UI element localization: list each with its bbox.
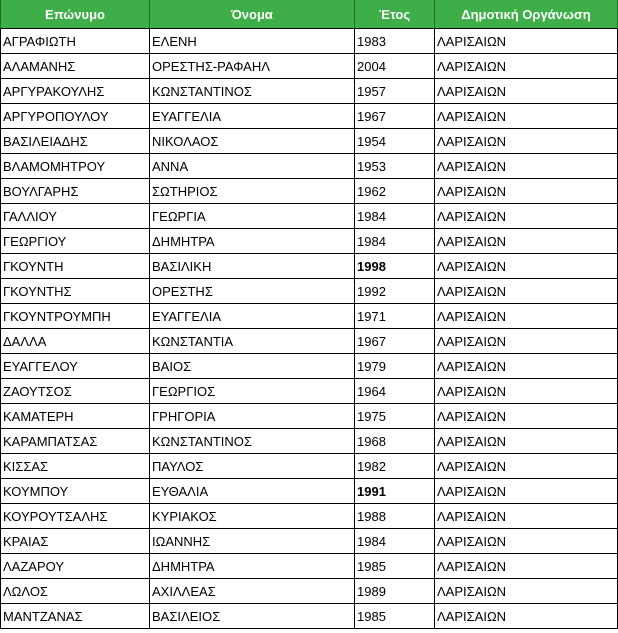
cell-municipal-organization: ΛΑΡΙΣΑΙΩΝ (435, 129, 618, 154)
header-name: Όνομα (150, 0, 355, 29)
table-row (1, 354, 618, 379)
cell-municipal-organization: ΛΑΡΙΣΑΙΩΝ (435, 354, 618, 379)
table-row (1, 79, 618, 104)
cell-municipal-organization: ΛΑΡΙΣΑΙΩΝ (435, 479, 618, 504)
cell-municipal-organization: ΛΑΡΙΣΑΙΩΝ (435, 579, 618, 604)
cell-surname: ΚΟΥΡΟΥΤΣΑΛΗΣ (1, 504, 150, 529)
cell-municipal-organization: ΛΑΡΙΣΑΙΩΝ (435, 179, 618, 204)
cell-name: ΓΕΩΡΓΙΑ (150, 204, 355, 229)
cell-name: ΚΩΝΣΤΑΝΤΙΝΟΣ (150, 79, 355, 104)
table-row (1, 29, 618, 54)
cell-surname: ΑΛΑΜΑΝΗΣ (1, 54, 150, 79)
header-row (1, 0, 618, 29)
header-year: Έτος (355, 0, 435, 29)
cell-year: 1982 (355, 454, 435, 479)
cell-year: 1984 (355, 204, 435, 229)
table-row (1, 204, 618, 229)
cell-name: ΙΩΑΝΝΗΣ (150, 529, 355, 554)
cell-name: ΔΗΜΗΤΡΑ (150, 554, 355, 579)
cell-surname: ΛΑΖΑΡΟΥ (1, 554, 150, 579)
cell-municipal-organization: ΛΑΡΙΣΑΙΩΝ (435, 604, 618, 629)
cell-surname: ΓΚΟΥΝΤΡΟΥΜΠΗ (1, 304, 150, 329)
cell-year: 1989 (355, 579, 435, 604)
cell-municipal-organization: ΛΑΡΙΣΑΙΩΝ (435, 529, 618, 554)
cell-year: 1979 (355, 354, 435, 379)
cell-year: 1968 (355, 429, 435, 454)
table-row (1, 529, 618, 554)
table-row (1, 504, 618, 529)
cell-surname: ΓΚΟΥΝΤΗΣ (1, 279, 150, 304)
cell-municipal-organization: ΛΑΡΙΣΑΙΩΝ (435, 504, 618, 529)
cell-name: ΒΑΣΙΛΕΙΟΣ (150, 604, 355, 629)
cell-name: ΚΩΝΣΤΑΝΤΙΑ (150, 329, 355, 354)
cell-year: 1984 (355, 529, 435, 554)
table-row (1, 154, 618, 179)
cell-surname: ΚΟΥΜΠΟΥ (1, 479, 150, 504)
cell-year: 1967 (355, 104, 435, 129)
cell-municipal-organization: ΛΑΡΙΣΑΙΩΝ (435, 554, 618, 579)
table-row (1, 579, 618, 604)
cell-surname: ΓΚΟΥΝΤΗ (1, 254, 150, 279)
cell-surname: ΒΑΣΙΛΕΙΑΔΗΣ (1, 129, 150, 154)
cell-municipal-organization: ΛΑΡΙΣΑΙΩΝ (435, 79, 618, 104)
cell-year: 1998 (355, 254, 435, 279)
cell-surname: ΔΑΛΛΑ (1, 329, 150, 354)
cell-year: 1967 (355, 329, 435, 354)
table-row (1, 254, 618, 279)
cell-name: ΑΧΙΛΛΕΑΣ (150, 579, 355, 604)
cell-surname: ΛΩΛΟΣ (1, 579, 150, 604)
cell-municipal-organization: ΛΑΡΙΣΑΙΩΝ (435, 404, 618, 429)
cell-municipal-organization: ΛΑΡΙΣΑΙΩΝ (435, 429, 618, 454)
cell-name: ΠΑΥΛΟΣ (150, 454, 355, 479)
cell-municipal-organization: ΛΑΡΙΣΑΙΩΝ (435, 154, 618, 179)
table-row (1, 104, 618, 129)
cell-surname: ΚΡΑΙΑΣ (1, 529, 150, 554)
cell-name: ΒΑΙΟΣ (150, 354, 355, 379)
table-row (1, 454, 618, 479)
cell-name: ΚΥΡΙΑΚΟΣ (150, 504, 355, 529)
cell-surname: ΕΥΑΓΓΕΛΟΥ (1, 354, 150, 379)
cell-year: 1957 (355, 79, 435, 104)
cell-surname: ΓΑΛΛΙΟΥ (1, 204, 150, 229)
table-row (1, 554, 618, 579)
table-row (1, 429, 618, 454)
cell-name: ΕΛΕΝΗ (150, 29, 355, 54)
cell-surname: ΑΓΡΑΦΙΩΤΗ (1, 29, 150, 54)
cell-name: ΕΥΑΓΓΕΛΙΑ (150, 104, 355, 129)
table-row (1, 329, 618, 354)
cell-name: ΒΑΣΙΛΙΚΗ (150, 254, 355, 279)
cell-year: 1954 (355, 129, 435, 154)
cell-name: ΣΩΤΗΡΙΟΣ (150, 179, 355, 204)
table-row (1, 54, 618, 79)
cell-name: ΑΝΝΑ (150, 154, 355, 179)
cell-surname: ΒΛΑΜΟΜΗΤΡΟΥ (1, 154, 150, 179)
cell-surname: ΑΡΓΥΡΑΚΟΥΛΗΣ (1, 79, 150, 104)
cell-surname: ΚΑΜΑΤΕΡΗ (1, 404, 150, 429)
cell-municipal-organization: ΛΑΡΙΣΑΙΩΝ (435, 104, 618, 129)
table-row (1, 229, 618, 254)
cell-year: 1991 (355, 479, 435, 504)
table-row (1, 479, 618, 504)
cell-year: 1962 (355, 179, 435, 204)
cell-municipal-organization: ΛΑΡΙΣΑΙΩΝ (435, 254, 618, 279)
cell-municipal-organization: ΛΑΡΙΣΑΙΩΝ (435, 304, 618, 329)
cell-year: 1988 (355, 504, 435, 529)
cell-municipal-organization: ΛΑΡΙΣΑΙΩΝ (435, 229, 618, 254)
cell-year: 1983 (355, 29, 435, 54)
cell-year: 1964 (355, 379, 435, 404)
cell-year: 1953 (355, 154, 435, 179)
table-row (1, 379, 618, 404)
cell-year: 1975 (355, 404, 435, 429)
cell-name: ΕΥΑΓΓΕΛΙΑ (150, 304, 355, 329)
table-row (1, 404, 618, 429)
cell-municipal-organization: ΛΑΡΙΣΑΙΩΝ (435, 279, 618, 304)
header-municipal-organization: Δημοτική Οργάνωση (435, 0, 618, 29)
cell-municipal-organization: ΛΑΡΙΣΑΙΩΝ (435, 379, 618, 404)
cell-municipal-organization: ΛΑΡΙΣΑΙΩΝ (435, 454, 618, 479)
table-row (1, 604, 618, 629)
cell-name: ΟΡΕΣΤΗΣ (150, 279, 355, 304)
table-row (1, 304, 618, 329)
cell-surname: ΜΑΝΤΖΑΝΑΣ (1, 604, 150, 629)
cell-municipal-organization: ΛΑΡΙΣΑΙΩΝ (435, 204, 618, 229)
cell-municipal-organization: ΛΑΡΙΣΑΙΩΝ (435, 54, 618, 79)
cell-year: 1971 (355, 304, 435, 329)
cell-year: 2004 (355, 54, 435, 79)
cell-surname: ΑΡΓΥΡΟΠΟΥΛΟΥ (1, 104, 150, 129)
cell-name: ΝΙΚΟΛΑΟΣ (150, 129, 355, 154)
cell-year: 1985 (355, 604, 435, 629)
header-surname: Επώνυμο (1, 0, 150, 29)
table-row (1, 279, 618, 304)
cell-municipal-organization: ΛΑΡΙΣΑΙΩΝ (435, 29, 618, 54)
cell-name: ΕΥΘΑΛΙΑ (150, 479, 355, 504)
cell-surname: ΚΙΣΣΑΣ (1, 454, 150, 479)
table-row (1, 179, 618, 204)
cell-year: 1985 (355, 554, 435, 579)
cell-surname: ΒΟΥΛΓΑΡΗΣ (1, 179, 150, 204)
cell-year: 1984 (355, 229, 435, 254)
cell-year: 1992 (355, 279, 435, 304)
cell-name: ΓΕΩΡΓΙΟΣ (150, 379, 355, 404)
cell-surname: ΖΑΟΥΤΣΟΣ (1, 379, 150, 404)
cell-name: ΓΡΗΓΟΡΙΑ (150, 404, 355, 429)
cell-surname: ΚΑΡΑΜΠΑΤΣΑΣ (1, 429, 150, 454)
cell-name: ΔΗΜΗΤΡΑ (150, 229, 355, 254)
cell-surname: ΓΕΩΡΓΙΟΥ (1, 229, 150, 254)
cell-municipal-organization: ΛΑΡΙΣΑΙΩΝ (435, 329, 618, 354)
cell-name: ΚΩΝΣΤΑΝΤΙΝΟΣ (150, 429, 355, 454)
cell-name: ΟΡΕΣΤΗΣ-ΡΑΦΑΗΛ (150, 54, 355, 79)
table-row (1, 129, 618, 154)
